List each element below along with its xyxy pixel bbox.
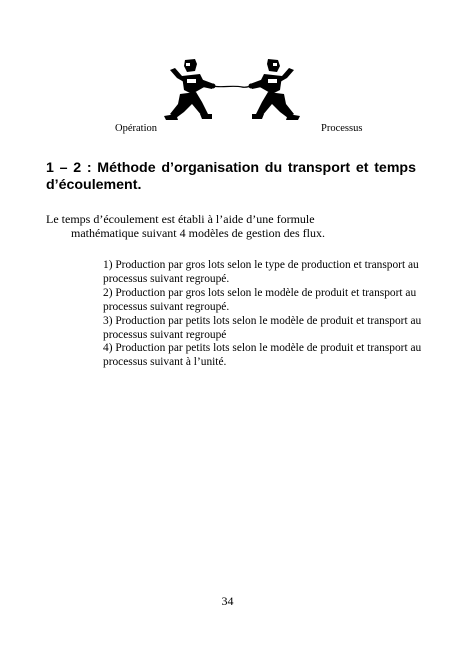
list-item: 2) Production par gros lots selon le modèle de produit et transport au processus suivant regroupé. bbox=[103, 286, 417, 313]
list-item: 4) Production par petits lots selon le modèle de produit et transport au processus suivant à l’unité. bbox=[103, 342, 422, 369]
flow-models-list bbox=[103, 259, 423, 370]
intro-line-2: mathématique suivant 4 modèles de gestion des flux. bbox=[71, 225, 325, 240]
rope bbox=[212, 86, 252, 87]
list-item: 3) Production par petits lots selon le modèle de produit et transport au processus suivant regroupé bbox=[103, 314, 422, 341]
left-figure bbox=[164, 59, 214, 120]
figure-label-operation: Opération bbox=[115, 123, 157, 134]
tug-of-war-icon bbox=[162, 56, 302, 126]
figure-label-processus: Processus bbox=[321, 123, 363, 134]
right-figure bbox=[250, 59, 300, 120]
section-heading: 1 – 2 : Méthode d’organisation du transport et temps d’écoulement. bbox=[46, 160, 416, 193]
page-number: 34 bbox=[221, 594, 234, 608]
list-item: 1) Production par gros lots selon le type de production et transport au processus suivant regroupé. bbox=[103, 259, 419, 285]
intro-line-1: Le temps d’écoulement est établi à l’aide d’une formule bbox=[46, 212, 315, 226]
intro-paragraph bbox=[46, 213, 426, 240]
